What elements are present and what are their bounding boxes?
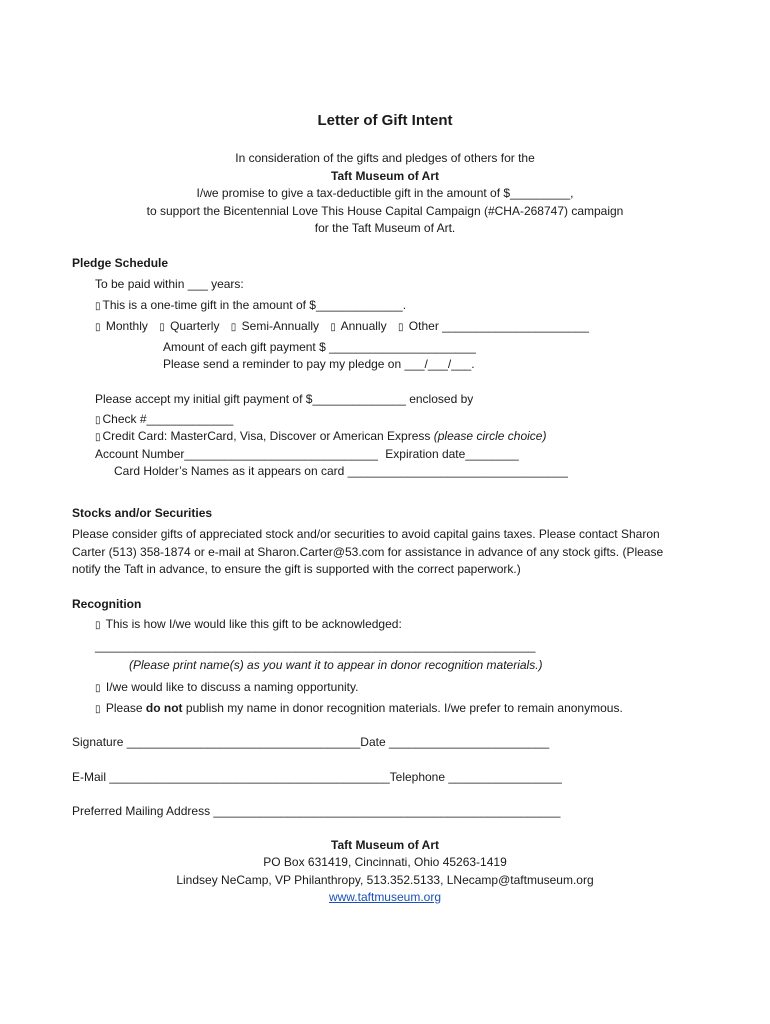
anonymous-row bbox=[95, 700, 623, 718]
paid-within-line: To be paid within ___ years: bbox=[95, 277, 244, 291]
account-row bbox=[95, 446, 519, 463]
annually-label: Annually bbox=[340, 319, 387, 333]
reminder-date[interactable]: Please send a reminder to pay my pledge on ___/___/___. bbox=[163, 357, 475, 371]
check-checkbox[interactable]: ▯ bbox=[95, 415, 101, 426]
anonymous-label-post: publish my name in donor recognition materials. I/we prefer to remain anonymous. bbox=[185, 701, 623, 715]
mailing-address-field[interactable]: Preferred Mailing Address ____________________________________________________ bbox=[72, 804, 561, 818]
intro-organization: Taft Museum of Art bbox=[331, 169, 439, 183]
stocks-heading: Stocks and/or Securities bbox=[72, 506, 213, 520]
quarterly-label: Quarterly bbox=[170, 319, 220, 333]
one-time-gift-row bbox=[95, 297, 406, 315]
one-time-checkbox[interactable]: ▯ bbox=[95, 301, 101, 312]
stocks-line-1: Please consider gifts of appreciated stock and/or securities to avoid capital gains taxes. Please contact Sharon bbox=[72, 527, 660, 541]
one-time-label: This is a one-time gift in the amount of $_____________. bbox=[102, 298, 407, 312]
date-field[interactable]: Date ________________________ bbox=[360, 735, 550, 749]
recognition-heading: Recognition bbox=[72, 597, 142, 611]
anonymous-checkbox[interactable]: ▯ bbox=[95, 704, 101, 715]
footer-contact: Lindsey NeCamp, VP Philanthropy, 513.352.5133, LNecamp@taftmuseum.org bbox=[176, 873, 594, 887]
stocks-line-2: Carter (513) 358-1874 or e-mail at Sharon.Carter@53.com for assistance in advance of any stock gifts. (Please bbox=[72, 544, 664, 559]
signature-row bbox=[72, 734, 549, 751]
quarterly-checkbox[interactable]: ▯ bbox=[159, 322, 165, 333]
credit-card-checkbox[interactable]: ▯ bbox=[95, 432, 101, 443]
stocks-paragraph bbox=[72, 526, 692, 579]
naming-checkbox[interactable]: ▯ bbox=[95, 683, 101, 694]
website-link[interactable]: www.taftmuseum.org bbox=[328, 890, 442, 904]
credit-card-row bbox=[95, 428, 546, 446]
anonymous-label-pre: Please bbox=[105, 701, 143, 715]
semi-annually-checkbox[interactable]: ▯ bbox=[230, 322, 237, 333]
print-name-note: (Please print name(s) as you want it to appear in donor recognition materials.) bbox=[129, 658, 543, 672]
monthly-checkbox[interactable]: ▯ bbox=[95, 322, 101, 333]
initial-payment-line[interactable]: Please accept my initial gift payment of $______________ enclosed by bbox=[95, 392, 474, 406]
amount-each-payment[interactable]: Amount of each gift payment $ ______________________ bbox=[163, 340, 476, 354]
footer-website-row bbox=[0, 890, 770, 904]
acknowledged-row bbox=[95, 616, 402, 634]
document-title: Letter of Gift Intent bbox=[317, 112, 453, 129]
intro-line-4: to support the Bicentennial Love This House Capital Campaign (#CHA-268747) campaign bbox=[146, 204, 624, 218]
check-number-field[interactable]: Check #_____________ bbox=[102, 412, 234, 426]
intro-line-3: I/we promise to give a tax-deductible gift in the amount of $_________, bbox=[196, 186, 574, 200]
pledge-schedule-heading: Pledge Schedule bbox=[72, 256, 169, 270]
annually-checkbox[interactable]: ▯ bbox=[330, 322, 336, 333]
frequency-row bbox=[95, 318, 589, 336]
naming-label: I/we would like to discuss a naming opportunity. bbox=[105, 680, 359, 694]
card-holder-name-field[interactable]: Card Holder’s Names as it appears on card _________________________________ bbox=[114, 464, 568, 478]
credit-card-label: Credit Card: MasterCard, Visa, Discover or American Express bbox=[102, 429, 431, 443]
acknowledged-label: This is how I/we would like this gift to be acknowledged: bbox=[105, 617, 402, 631]
acknowledged-checkbox[interactable]: ▯ bbox=[95, 620, 101, 631]
stocks-line-3: notify the Taft in advance, to ensure the gift is supported with the correct paperwork.) bbox=[72, 562, 521, 576]
acknowledgement-name-field[interactable]: __________________________________________________________________ bbox=[95, 639, 536, 653]
intro-line-1: In consideration of the gifts and pledges of others for the bbox=[235, 151, 535, 165]
naming-row bbox=[95, 679, 358, 697]
other-checkbox[interactable]: ▯ bbox=[397, 322, 404, 333]
credit-card-note: (please circle choice) bbox=[433, 429, 547, 443]
footer-organization: Taft Museum of Art bbox=[331, 838, 439, 852]
other-label[interactable]: Other ______________________ bbox=[408, 319, 589, 333]
expiration-date-field[interactable]: Expiration date________ bbox=[385, 447, 519, 461]
intro-line-5: for the Taft Museum of Art. bbox=[314, 221, 456, 235]
monthly-label: Monthly bbox=[105, 319, 148, 333]
signature-field[interactable]: Signature ___________________________________ bbox=[72, 735, 361, 749]
check-row bbox=[95, 411, 233, 429]
telephone-field[interactable]: Telephone _________________ bbox=[389, 770, 562, 784]
email-row bbox=[72, 769, 562, 786]
email-field[interactable]: E-Mail __________________________________________ bbox=[72, 770, 390, 784]
anonymous-label-bold: do not bbox=[145, 701, 183, 715]
semi-annually-label: Semi-Annually bbox=[241, 319, 320, 333]
footer-address: PO Box 631419, Cincinnati, Ohio 45263-1419 bbox=[263, 855, 507, 869]
account-number-field[interactable]: Account Number_____________________________ bbox=[95, 447, 378, 461]
